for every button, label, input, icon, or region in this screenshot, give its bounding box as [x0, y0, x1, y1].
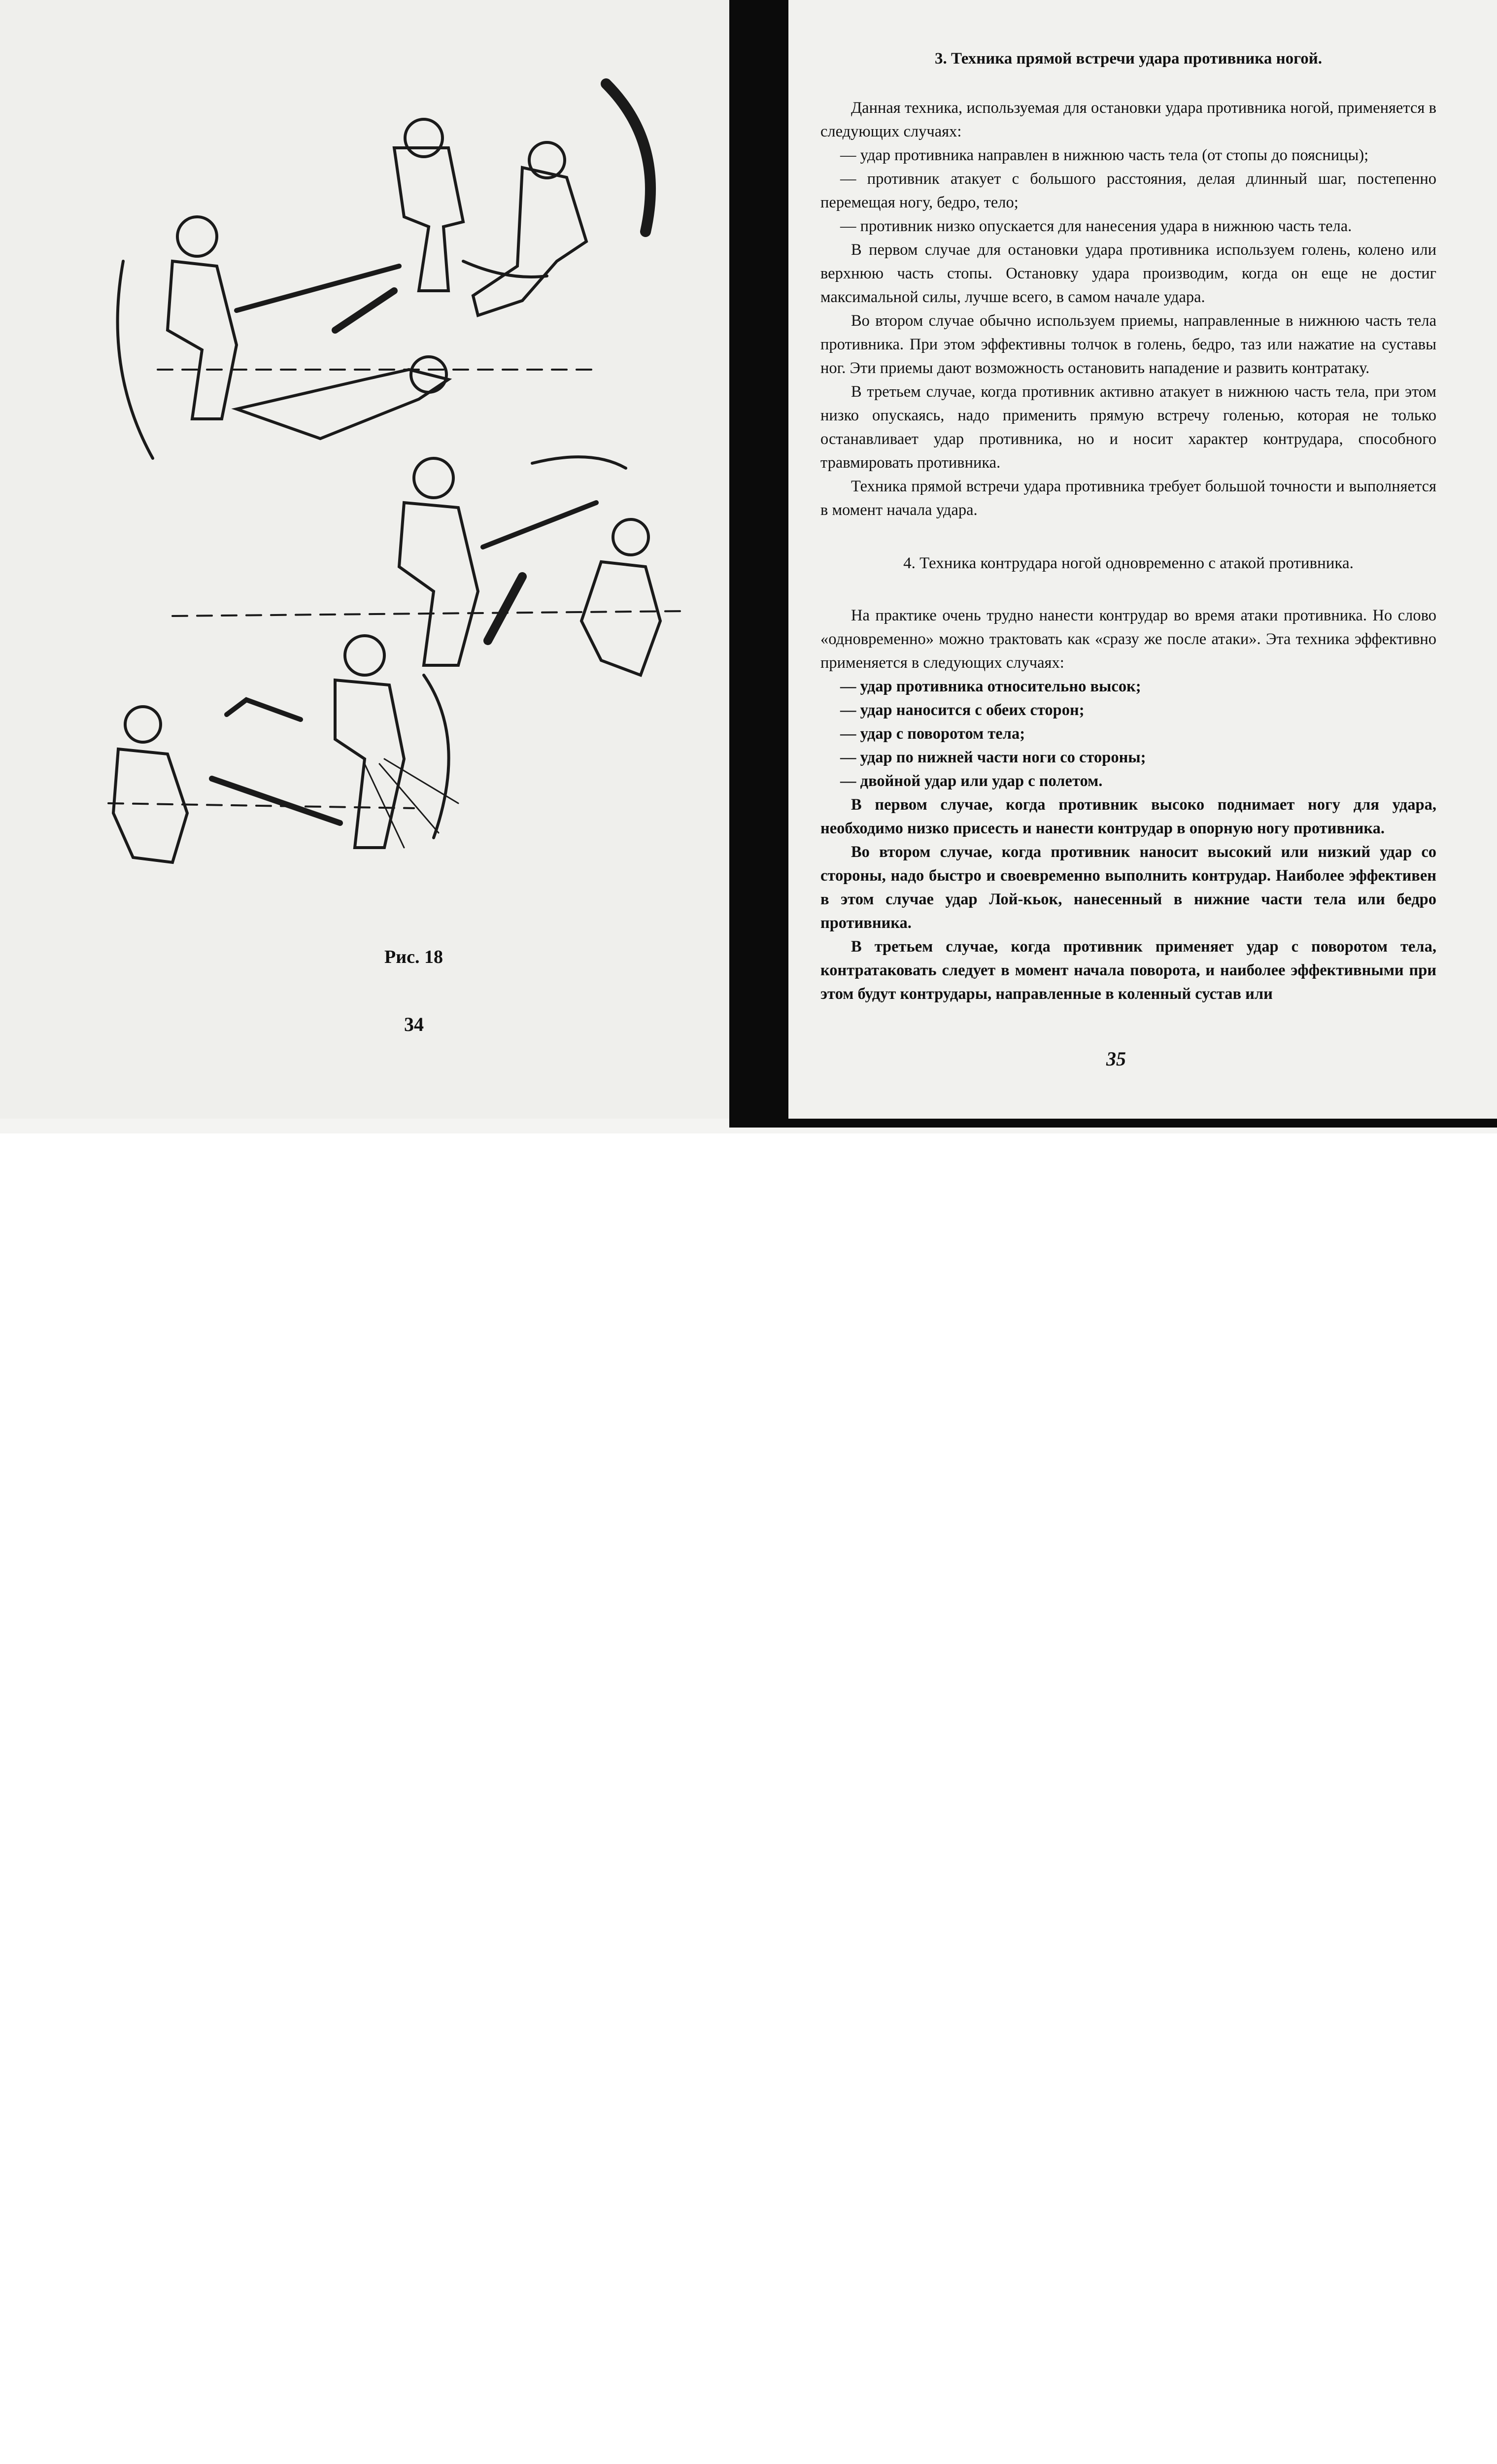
- section-4-paragraph: Во втором случае, когда противник наносит высокий или низкий удар со стороны, надо быстро и своевременно выполнить контрудар. Наиболее эффективен в этом случае удар Лой-кьок, нанесенный в нижние части тела или бедро противника.: [820, 843, 1436, 932]
- section-4-heading: 4. Техника контрудара ногой одновременно с атакой противника.: [903, 554, 1354, 572]
- section-3-heading: 3. Техника прямой встречи удара противника ногой.: [934, 50, 1323, 68]
- section-4-case-5: — двойной удар или удар с полетом.: [840, 772, 1103, 790]
- section-4-bold-block: [820, 675, 1436, 1006]
- section-4-intro: На практике очень трудно нанести контрудар во время атаки противника. Но слово «одновременно» можно трактовать как «сразу же после атаки». Эта техника эффективно применяется в следующих случаях:: [820, 607, 1436, 672]
- figure-pair-1: [394, 84, 650, 315]
- page-number-right: 35: [1106, 1048, 1126, 1070]
- section-3-case-2: — противник атакует с большого расстояния, делая длинный шаг, постепенно перемещая ногу, бедро, тело;: [820, 170, 1436, 211]
- left-page: [0, 0, 729, 1119]
- section-3-case-1: — удар противника направлен в нижнюю часть тела (от стопы до поясницы);: [840, 146, 1369, 164]
- book-spine: [729, 0, 788, 1126]
- section-4-case-2: — удар наносится с обеих сторон;: [840, 701, 1085, 719]
- figure-pair-4: [108, 636, 458, 862]
- section-3-paragraph: Во втором случае обычно используем приемы, направленные в нижнюю часть тела противника. При этом эффективны толчок в голень, бедро, таз или нажатие на суставы ног. Эти приемы дают возможность остановить нападение и развить контратаку.: [820, 312, 1436, 377]
- section-3-paragraph: В первом случае для остановки удара противника используем голень, колено или верхнюю часть стопы. Остановку удара производим, когда он еще не достиг максимальной силы, лучше всего, в самом начале удара.: [820, 241, 1436, 306]
- section-3-paragraph: Техника прямой встречи удара противника требует большой точности и выполняется в момент начала удара.: [820, 478, 1436, 519]
- section-4-case-1: — удар противника относительно высок;: [840, 678, 1141, 695]
- figure-pair-2: [118, 217, 591, 458]
- section-4-paragraph: В третьем случае, когда противник применяет удар с поворотом тела, контратаковать следует в момент начала поворота, и наиболее эффективными при этом будут контрудары, направленные в коленный сустав или: [820, 938, 1436, 1003]
- section-3-paragraph: В третьем случае, когда противник активно атакует в нижнюю часть тела, при этом низко опускаясь, надо применить прямую встречу голенью, которая не только останавливает удар противника, но и носит характер контрудара, способного травмировать противника.: [820, 383, 1436, 472]
- book-spread: [0, 0, 1497, 1133]
- figure-caption: Рис. 18: [384, 947, 443, 967]
- section-4-case-4: — удар по нижней части ноги со стороны;: [840, 749, 1146, 766]
- section-4-case-3: — удар с поворотом тела;: [840, 725, 1025, 743]
- figure-pair-3: [172, 457, 685, 675]
- section-4-paragraph: В первом случае, когда противник высоко поднимает ногу для удара, необходимо низко присесть и нанести контрудар в опорную ногу противника.: [820, 796, 1436, 837]
- section-3-intro: Данная техника, используемая для остановки удара противника ногой, применяется в следующих случаях:: [820, 99, 1436, 140]
- right-page-text: [820, 47, 1436, 1006]
- section-3-case-3: — противник низко опускается для нанесения удара в нижнюю часть тела.: [840, 217, 1352, 235]
- fighters-illustration: [89, 54, 690, 882]
- page-number-left: 34: [404, 1013, 424, 1035]
